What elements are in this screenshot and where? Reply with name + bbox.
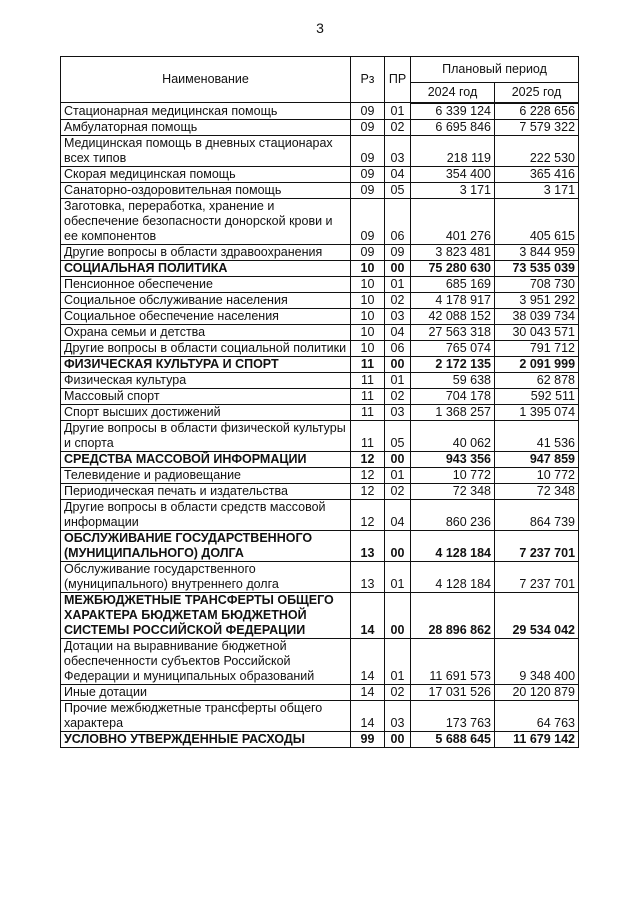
row-rz-code: 10	[351, 260, 385, 276]
table-row	[61, 103, 579, 120]
row-pr-code: 02	[385, 684, 411, 700]
row-value-2025: 41 536	[495, 420, 579, 451]
section-row	[61, 260, 579, 276]
row-pr-code: 01	[385, 638, 411, 684]
budget-table	[60, 56, 579, 748]
row-value-2025: 708 730	[495, 276, 579, 292]
row-rz-code: 12	[351, 499, 385, 530]
row-value-2024: 4 128 184	[411, 530, 495, 561]
row-rz-code: 14	[351, 638, 385, 684]
table-row	[61, 276, 579, 292]
row-pr-code: 05	[385, 182, 411, 198]
table-row	[61, 561, 579, 592]
row-name: Прочие межбюджетные трансферты общего характера	[61, 700, 351, 731]
row-pr-code: 02	[385, 483, 411, 499]
page-number: 3	[316, 20, 324, 36]
row-rz-code: 10	[351, 340, 385, 356]
row-value-2025: 3 951 292	[495, 292, 579, 308]
table-row	[61, 684, 579, 700]
row-rz-code: 09	[351, 135, 385, 166]
row-pr-code: 01	[385, 103, 411, 120]
row-pr-code: 01	[385, 372, 411, 388]
table-row	[61, 292, 579, 308]
row-pr-code: 06	[385, 340, 411, 356]
row-value-2024: 1 368 257	[411, 404, 495, 420]
row-value-2024: 4 128 184	[411, 561, 495, 592]
row-value-2025: 6 228 656	[495, 103, 579, 120]
row-pr-code: 00	[385, 530, 411, 561]
row-rz-code: 12	[351, 467, 385, 483]
table-row	[61, 467, 579, 483]
row-value-2025: 1 395 074	[495, 404, 579, 420]
row-name: Социальное обслуживание населения	[61, 292, 351, 308]
row-pr-code: 09	[385, 244, 411, 260]
row-pr-code: 01	[385, 467, 411, 483]
row-value-2025: 64 763	[495, 700, 579, 731]
row-value-2024: 765 074	[411, 340, 495, 356]
row-value-2024: 6 695 846	[411, 119, 495, 135]
row-value-2025: 592 511	[495, 388, 579, 404]
row-value-2024: 42 088 152	[411, 308, 495, 324]
table-row	[61, 388, 579, 404]
row-pr-code: 04	[385, 324, 411, 340]
row-name: Периодическая печать и издательства	[61, 483, 351, 499]
row-pr-code: 02	[385, 119, 411, 135]
row-name: Спорт высших достижений	[61, 404, 351, 420]
row-pr-code: 03	[385, 308, 411, 324]
row-pr-code: 03	[385, 700, 411, 731]
table-row	[61, 166, 579, 182]
table-row	[61, 198, 579, 244]
row-name: СРЕДСТВА МАССОВОЙ ИНФОРМАЦИИ	[61, 451, 351, 467]
row-name: Амбулаторная помощь	[61, 119, 351, 135]
row-value-2025: 7 237 701	[495, 561, 579, 592]
row-value-2024: 943 356	[411, 451, 495, 467]
section-row	[61, 356, 579, 372]
row-value-2025: 365 416	[495, 166, 579, 182]
row-value-2025: 7 237 701	[495, 530, 579, 561]
row-rz-code: 11	[351, 420, 385, 451]
row-value-2024: 59 638	[411, 372, 495, 388]
row-rz-code: 11	[351, 388, 385, 404]
row-name: Стационарная медицинская помощь	[61, 103, 351, 120]
section-row	[61, 451, 579, 467]
row-value-2024: 401 276	[411, 198, 495, 244]
row-rz-code: 11	[351, 372, 385, 388]
row-value-2024: 173 763	[411, 700, 495, 731]
table-row	[61, 700, 579, 731]
row-value-2025: 864 739	[495, 499, 579, 530]
table-row	[61, 340, 579, 356]
table-row	[61, 244, 579, 260]
table-row	[61, 135, 579, 166]
row-value-2024: 354 400	[411, 166, 495, 182]
row-name: Заготовка, переработка, хранение и обеспечение безопасности донорской крови и ее компонентов	[61, 198, 351, 244]
row-rz-code: 10	[351, 324, 385, 340]
row-value-2024: 10 772	[411, 467, 495, 483]
row-name: Другие вопросы в области социальной политики	[61, 340, 351, 356]
table-row	[61, 182, 579, 198]
row-pr-code: 00	[385, 260, 411, 276]
row-value-2025: 38 039 734	[495, 308, 579, 324]
row-value-2024: 4 178 917	[411, 292, 495, 308]
row-rz-code: 14	[351, 592, 385, 638]
row-value-2024: 6 339 124	[411, 103, 495, 120]
row-name: Скорая медицинская помощь	[61, 166, 351, 182]
row-rz-code: 09	[351, 166, 385, 182]
row-rz-code: 14	[351, 700, 385, 731]
row-pr-code: 01	[385, 561, 411, 592]
section-row	[61, 592, 579, 638]
row-name: ФИЗИЧЕСКАЯ КУЛЬТУРА И СПОРТ	[61, 356, 351, 372]
row-pr-code: 05	[385, 420, 411, 451]
row-rz-code: 09	[351, 119, 385, 135]
table-row	[61, 638, 579, 684]
row-pr-code: 02	[385, 292, 411, 308]
row-pr-code: 00	[385, 592, 411, 638]
table-row	[61, 324, 579, 340]
row-name: Другие вопросы в области физической культуры и спорта	[61, 420, 351, 451]
row-rz-code: 11	[351, 404, 385, 420]
row-name: Массовый спорт	[61, 388, 351, 404]
row-pr-code: 06	[385, 198, 411, 244]
row-name: Пенсионное обеспечение	[61, 276, 351, 292]
row-name: Санаторно-оздоровительная помощь	[61, 182, 351, 198]
row-rz-code: 10	[351, 308, 385, 324]
row-name: Физическая культура	[61, 372, 351, 388]
row-pr-code: 03	[385, 404, 411, 420]
section-row	[61, 731, 579, 747]
row-pr-code: 04	[385, 166, 411, 182]
table-header	[61, 57, 579, 103]
table-body	[61, 103, 579, 748]
table-row	[61, 119, 579, 135]
row-value-2024: 3 171	[411, 182, 495, 198]
row-name: Другие вопросы в области средств массовой информации	[61, 499, 351, 530]
row-rz-code: 13	[351, 561, 385, 592]
row-name: Медицинская помощь в дневных стационарах всех типов	[61, 135, 351, 166]
header-pr: ПР	[385, 57, 411, 103]
row-value-2024: 75 280 630	[411, 260, 495, 276]
row-value-2025: 947 859	[495, 451, 579, 467]
row-name: Иные дотации	[61, 684, 351, 700]
row-rz-code: 09	[351, 182, 385, 198]
row-value-2024: 2 172 135	[411, 356, 495, 372]
header-rz: Рз	[351, 57, 385, 103]
row-value-2025: 2 091 999	[495, 356, 579, 372]
row-name: СОЦИАЛЬНАЯ ПОЛИТИКА	[61, 260, 351, 276]
row-rz-code: 09	[351, 244, 385, 260]
row-value-2025: 11 679 142	[495, 731, 579, 747]
row-pr-code: 00	[385, 356, 411, 372]
row-value-2024: 11 691 573	[411, 638, 495, 684]
row-pr-code: 01	[385, 276, 411, 292]
row-value-2025: 20 120 879	[495, 684, 579, 700]
table-row	[61, 308, 579, 324]
row-value-2025: 62 878	[495, 372, 579, 388]
row-value-2025: 791 712	[495, 340, 579, 356]
section-row	[61, 530, 579, 561]
row-value-2024: 5 688 645	[411, 731, 495, 747]
row-pr-code: 03	[385, 135, 411, 166]
row-value-2024: 3 823 481	[411, 244, 495, 260]
row-name: Социальное обеспечение населения	[61, 308, 351, 324]
row-rz-code: 11	[351, 356, 385, 372]
table-row	[61, 483, 579, 499]
row-pr-code: 02	[385, 388, 411, 404]
row-value-2024: 685 169	[411, 276, 495, 292]
row-name: Дотации на выравнивание бюджетной обеспеченности субъектов Российской Федерации и муниципальных образований	[61, 638, 351, 684]
row-pr-code: 00	[385, 451, 411, 467]
row-rz-code: 09	[351, 198, 385, 244]
header-planning-period: Плановый период	[411, 57, 579, 83]
row-value-2024: 704 178	[411, 388, 495, 404]
header-year-2025: 2025 год	[495, 83, 579, 103]
row-rz-code: 14	[351, 684, 385, 700]
header-name: Наименование	[61, 57, 351, 103]
row-value-2024: 17 031 526	[411, 684, 495, 700]
row-name: Охрана семьи и детства	[61, 324, 351, 340]
header-year-2024: 2024 год	[411, 83, 495, 103]
table-row	[61, 420, 579, 451]
row-rz-code: 10	[351, 292, 385, 308]
row-value-2024: 860 236	[411, 499, 495, 530]
row-value-2025: 10 772	[495, 467, 579, 483]
row-name: ОБСЛУЖИВАНИЕ ГОСУДАРСТВЕННОГО (МУНИЦИПАЛЬНОГО) ДОЛГА	[61, 530, 351, 561]
row-value-2024: 218 119	[411, 135, 495, 166]
row-value-2025: 30 043 571	[495, 324, 579, 340]
row-rz-code: 09	[351, 103, 385, 120]
row-rz-code: 99	[351, 731, 385, 747]
row-pr-code: 00	[385, 731, 411, 747]
row-value-2025: 73 535 039	[495, 260, 579, 276]
table-row	[61, 499, 579, 530]
table-row	[61, 372, 579, 388]
row-rz-code: 12	[351, 483, 385, 499]
row-value-2024: 72 348	[411, 483, 495, 499]
row-value-2025: 29 534 042	[495, 592, 579, 638]
row-value-2025: 3 844 959	[495, 244, 579, 260]
row-value-2024: 28 896 862	[411, 592, 495, 638]
row-name: Обслуживание государственного (муниципального) внутреннего долга	[61, 561, 351, 592]
row-name: УСЛОВНО УТВЕРЖДЕННЫЕ РАСХОДЫ	[61, 731, 351, 747]
row-value-2025: 7 579 322	[495, 119, 579, 135]
row-rz-code: 10	[351, 276, 385, 292]
row-value-2025: 405 615	[495, 198, 579, 244]
row-pr-code: 04	[385, 499, 411, 530]
row-value-2025: 222 530	[495, 135, 579, 166]
table-row	[61, 404, 579, 420]
row-rz-code: 13	[351, 530, 385, 561]
row-value-2025: 3 171	[495, 182, 579, 198]
row-name: Другие вопросы в области здравоохранения	[61, 244, 351, 260]
row-rz-code: 12	[351, 451, 385, 467]
row-value-2025: 9 348 400	[495, 638, 579, 684]
row-name: Телевидение и радиовещание	[61, 467, 351, 483]
row-value-2025: 72 348	[495, 483, 579, 499]
row-value-2024: 40 062	[411, 420, 495, 451]
row-value-2024: 27 563 318	[411, 324, 495, 340]
row-name: МЕЖБЮДЖЕТНЫЕ ТРАНСФЕРТЫ ОБЩЕГО ХАРАКТЕРА БЮДЖЕТАМ БЮДЖЕТНОЙ СИСТЕМЫ РОССИЙСКОЙ ФЕДЕРАЦИИ	[61, 592, 351, 638]
